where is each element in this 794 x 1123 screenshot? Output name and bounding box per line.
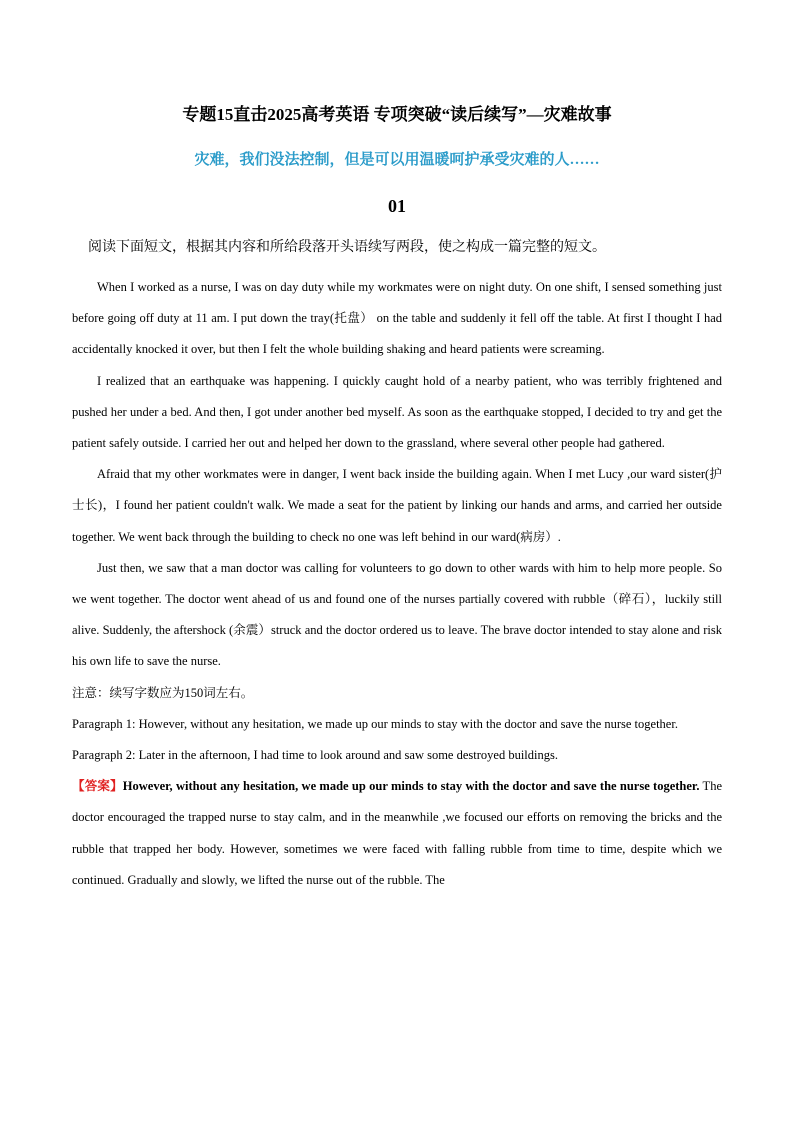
answer-paragraph [72,771,722,896]
passage-body [72,272,722,896]
paragraph2-prompt: Paragraph 2: Later in the afternoon, I had time to look around and saw some destroyed buildings. [72,748,558,763]
answer-text: The doctor encouraged the trapped nurse to stay calm, and in the meanwhile ,we focused our efforts on removing the bricks and the rubble that trapped her body. However, sometimes we were faced with falling rubble from time to time, despite which we continued. Gradually and slowly, we lifted the nurse out of the rubble. The [72,779,722,887]
paragraph1-prompt: Paragraph 1: However, without any hesitation, we made up our minds to stay with the doctor and save the nurse together. [72,716,678,731]
word-count-note: 注意：续写字数应为150词左右。 [72,685,254,700]
page-subtitle: 灾难，我们没法控制，但是可以用温暖呵护承受灾难的人…… [194,152,600,168]
answer-lead-sentence: However, without any hesitation, we made up our minds to stay with the doctor and save the nurse together. [122,779,700,794]
passage-paragraph: Afraid that my other workmates were in danger, I went back inside the building again. When I met Lucy ,our ward sister(护士长)，I found her patient couldn't walk. We made a seat for the patient by linking our hands and arms, and carried her outside together. We went back through the building to check no one was left behind in our ward(病房）. [72,467,722,544]
passage-paragraph: I realized that an earthquake was happening. I quickly caught hold of a nearby patient, who was terribly frightened and pushed her under a bed. And then, I got under another bed myself. As soon as the earthquake stopped, I decided to try and get the patient safely outside. I carried her out and helped her down to the grassland, where several other people had gathered. [72,373,722,451]
answer-tag: 【答案】 [72,779,123,794]
section-number: 01 [388,196,406,216]
instruction-text: 阅读下面短文，根据其内容和所给段落开头语续写两段，使之构成一篇完整的短文。 [88,240,606,255]
page-title: 专题15直击2025高考英语 专项突破“读后续写”—灾难故事 [182,105,612,124]
passage-paragraph: When I worked as a nurse, I was on day duty while my workmates were on night duty. On one shift, I sensed something just before going off duty at 11 am. I put down the tray(托盘） on the table and suddenly it fell off the table. At first I thought I had accidentally knocked it over, but then I felt the whole building shaking and heard patients were screaming. [72,280,722,357]
passage-paragraph: Just then, we saw that a man doctor was calling for volunteers to go down to other wards with him to help more people. So we went together. The doctor went ahead of us and found one of the nurses partially covered with rubble（碎石），luckily still alive. Suddenly, the aftershock (余震）struck and the doctor ordered us to leave. The brave doctor intended to stay alone and risk his own life to save the nurse. [72,560,722,669]
